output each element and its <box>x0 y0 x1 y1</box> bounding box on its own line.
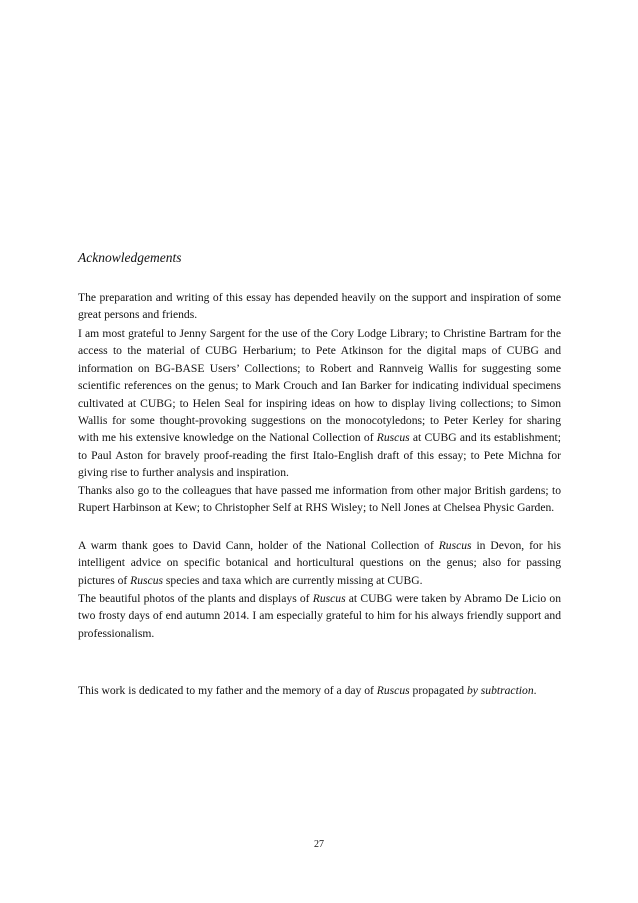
gratitude-text-part-1: I am most grateful to Jenny Sargent for the use of the Cory Lodge Library; to Christine Bartram for the access to the material of CUBG Herbarium; to Pete Atkinson for the digital maps of CUBG and information on BG-BASE Users’ Collections; to Robert and Rannveig Wallis for suggesting some scientific references on the genus; to Mark Crouch and Ian Barker for indicating individual specimens cultivated at CUBG; to Helen Seal for inspiring ideas on how to display living collections; to Simon Wallis for some thought-provoking suggestions on the monocotyledons; to Peter Kerley for sharing with me his extensive knowledge on the National Collection of <box>78 327 561 445</box>
gratitude-text-part-2: at CUBG and its establishment; to Paul Aston for bravely proof-reading the first Italo-English draft of this essay; to Pete Michna for giving rise to further analysis and inspiration. <box>78 431 561 480</box>
paragraph-warm-thanks-text <box>78 537 561 589</box>
paragraph-warm-thanks <box>78 537 561 589</box>
warm-thanks-part-2: in Devon, for his intelligent advice on specific botanical and horticultural questions on the genus; also for passing pictures of <box>78 539 561 587</box>
paragraph-gratitude-text <box>78 325 561 482</box>
paragraph-intro <box>78 289 561 324</box>
warm-thanks-part-3: species and taxa which are currently missing at CUBG. <box>163 573 423 587</box>
dedication-part-1: This work is dedicated to my father and the memory of a day of <box>78 684 377 697</box>
genus-name: Ruscus <box>376 684 410 697</box>
paragraph-photos <box>78 590 561 642</box>
paragraph-photos-text <box>78 590 561 642</box>
warm-thanks-part-1: A warm thank goes to David Cann, holder of the National Collection of <box>78 539 439 552</box>
dedication-line <box>78 682 537 699</box>
genus-name: Ruscus <box>130 573 164 587</box>
dedication-part-2: propagated <box>409 684 467 697</box>
photos-part-2: at CUBG were taken by Abramo De Licio on two frosty days of end autumn 2014. I am especially grateful to him for his always friendly support and professionalism. <box>78 592 561 640</box>
dedication-end: . <box>533 684 537 697</box>
genus-name: Ruscus <box>438 539 472 552</box>
paragraph-thanks-text: Thanks also go to the colleagues that have passed me information from other major British gardens; to Rupert Harbinson at Kew; to Christopher Self at RHS Wisley; to Nell Jones at Chelsea Physic Garden. <box>78 483 561 515</box>
section-heading: Acknowledgements <box>78 250 182 265</box>
photos-part-1: The beautiful photos of the plants and displays of <box>78 592 313 605</box>
page-number: 27 <box>314 839 324 850</box>
paragraph-intro-text: The preparation and writing of this essay has depended heavily on the support and inspiration of some great persons and friends. <box>78 291 561 322</box>
genus-name: Ruscus <box>312 592 346 605</box>
genus-name: Ruscus <box>376 431 410 445</box>
paragraph-gratitude <box>78 325 561 516</box>
dedication-emphasis: by subtraction <box>466 684 534 697</box>
